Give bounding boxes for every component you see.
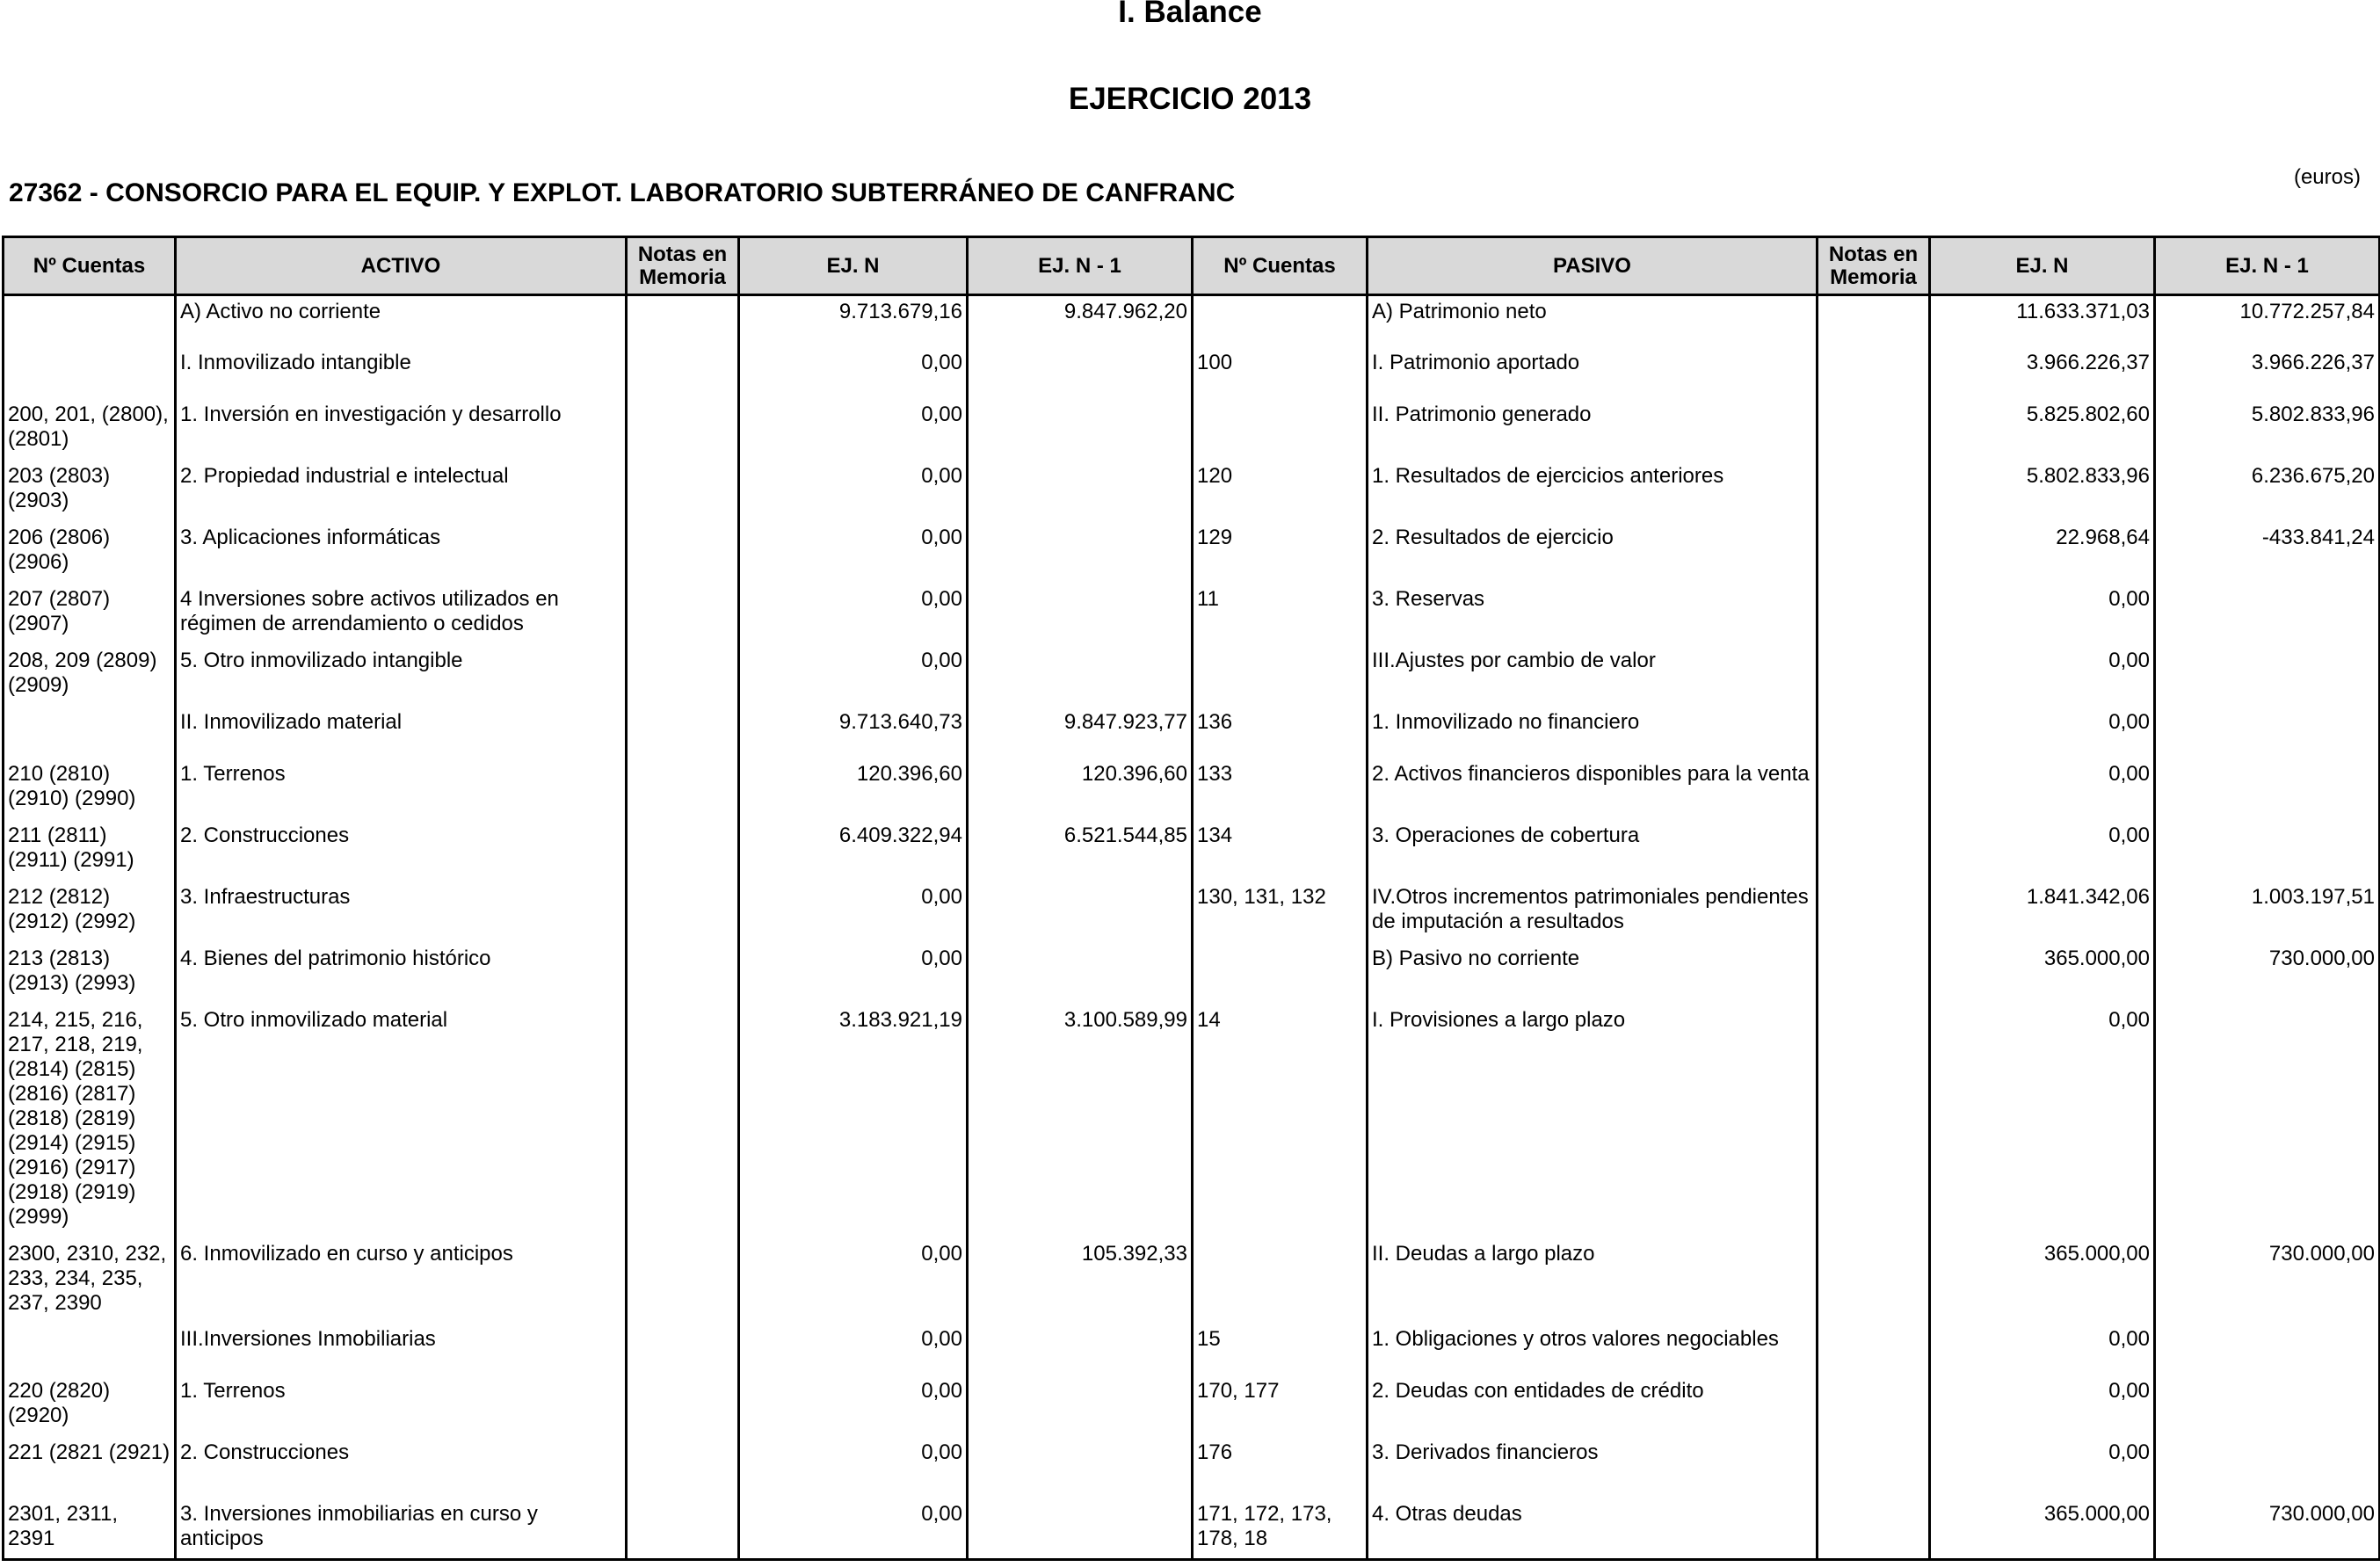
asset-notes-cell xyxy=(627,881,739,943)
asset-notes-cell xyxy=(627,1005,739,1238)
liability-item-label: IV.Otros incrementos patrimoniales pendientes de imputación a resultados xyxy=(1368,881,1818,943)
liability-previous-value: 730.000,00 xyxy=(2155,1238,2380,1324)
asset-current-value: 0,00 xyxy=(739,1437,968,1498)
asset-account-codes: 211 (2811) (2911) (2991) xyxy=(4,820,176,881)
table-row xyxy=(4,461,2380,522)
asset-item-label: 2. Construcciones xyxy=(176,820,627,881)
liability-current-value: 0,00 xyxy=(1930,645,2155,707)
asset-previous-value xyxy=(968,645,1193,707)
liability-previous-value: 730.000,00 xyxy=(2155,1498,2380,1560)
asset-current-value: 120.396,60 xyxy=(739,758,968,820)
asset-current-value: 0,00 xyxy=(739,461,968,522)
table-row xyxy=(4,295,2380,347)
asset-item-label: 3. Inversiones inmobiliarias en curso y anticipos xyxy=(176,1498,627,1560)
asset-current-value: 0,00 xyxy=(739,584,968,645)
liability-account-codes xyxy=(1193,943,1368,1005)
liability-item-label: III.Ajustes por cambio de valor xyxy=(1368,645,1818,707)
asset-notes-cell xyxy=(627,522,739,584)
balance-sheet-table xyxy=(2,236,2380,1561)
asset-account-codes: 2300, 2310, 232, 233, 234, 235, 237, 2390 xyxy=(4,1238,176,1324)
liability-item-label: 1. Obligaciones y otros valores negociables xyxy=(1368,1324,1818,1375)
liability-item-label: B) Pasivo no corriente xyxy=(1368,943,1818,1005)
liability-current-value: 5.825.802,60 xyxy=(1930,399,2155,461)
table-header-row xyxy=(4,237,2380,295)
liability-previous-value: 730.000,00 xyxy=(2155,943,2380,1005)
liability-current-value: 0,00 xyxy=(1930,1324,2155,1375)
header-asset-notes: Notas en Memoria xyxy=(627,237,739,295)
liability-current-value: 11.633.371,03 xyxy=(1930,295,2155,347)
liability-account-codes: 170, 177 xyxy=(1193,1375,1368,1437)
liability-notes-cell xyxy=(1818,1437,1930,1498)
liability-previous-value xyxy=(2155,1437,2380,1498)
liability-account-codes: 14 xyxy=(1193,1005,1368,1238)
asset-current-value: 3.183.921,19 xyxy=(739,1005,968,1238)
table-row xyxy=(4,1005,2380,1238)
asset-account-codes xyxy=(4,707,176,758)
liability-notes-cell xyxy=(1818,1498,1930,1560)
liability-previous-value: 3.966.226,37 xyxy=(2155,347,2380,399)
asset-item-label: I. Inmovilizado intangible xyxy=(176,347,627,399)
asset-item-label: II. Inmovilizado material xyxy=(176,707,627,758)
liability-account-codes xyxy=(1193,1238,1368,1324)
asset-account-codes: 221 (2821 (2921) xyxy=(4,1437,176,1498)
liability-item-label: 1. Inmovilizado no financiero xyxy=(1368,707,1818,758)
table-row xyxy=(4,347,2380,399)
asset-account-codes xyxy=(4,347,176,399)
asset-previous-value xyxy=(968,1375,1193,1437)
asset-previous-value: 9.847.923,77 xyxy=(968,707,1193,758)
liability-previous-value xyxy=(2155,820,2380,881)
asset-previous-value xyxy=(968,584,1193,645)
liability-notes-cell xyxy=(1818,1005,1930,1238)
asset-item-label: III.Inversiones Inmobiliarias xyxy=(176,1324,627,1375)
table-row xyxy=(4,820,2380,881)
header-asset-accounts: Nº Cuentas xyxy=(4,237,176,295)
entity-name: 27362 - CONSORCIO PARA EL EQUIP. Y EXPLOT. LABORATORIO SUBTERRÁNEO DE CANFRANC xyxy=(9,178,1236,207)
asset-previous-value xyxy=(968,1324,1193,1375)
asset-previous-value: 120.396,60 xyxy=(968,758,1193,820)
asset-previous-value: 3.100.589,99 xyxy=(968,1005,1193,1238)
asset-previous-value: 105.392,33 xyxy=(968,1238,1193,1324)
liability-account-codes: 100 xyxy=(1193,347,1368,399)
liability-notes-cell xyxy=(1818,295,1930,347)
asset-notes-cell xyxy=(627,1375,739,1437)
liability-notes-cell xyxy=(1818,1324,1930,1375)
asset-notes-cell xyxy=(627,1238,739,1324)
liability-notes-cell xyxy=(1818,758,1930,820)
table-row xyxy=(4,707,2380,758)
asset-previous-value: 9.847.962,20 xyxy=(968,295,1193,347)
asset-current-value: 9.713.679,16 xyxy=(739,295,968,347)
liability-notes-cell xyxy=(1818,1375,1930,1437)
asset-notes-cell xyxy=(627,1324,739,1375)
liability-account-codes: 120 xyxy=(1193,461,1368,522)
table-row xyxy=(4,1437,2380,1498)
liability-current-value: 0,00 xyxy=(1930,1005,2155,1238)
liability-item-label: 3. Derivados financieros xyxy=(1368,1437,1818,1498)
asset-notes-cell xyxy=(627,758,739,820)
header-asset-current-year: EJ. N xyxy=(739,237,968,295)
liability-item-label: I. Patrimonio aportado xyxy=(1368,347,1818,399)
header-liability-accounts: Nº Cuentas xyxy=(1193,237,1368,295)
asset-notes-cell xyxy=(627,943,739,1005)
asset-item-label: A) Activo no corriente xyxy=(176,295,627,347)
liability-current-value: 0,00 xyxy=(1930,1437,2155,1498)
asset-item-label: 1. Inversión en investigación y desarrollo xyxy=(176,399,627,461)
asset-notes-cell xyxy=(627,1498,739,1560)
asset-previous-value xyxy=(968,881,1193,943)
asset-previous-value: 6.521.544,85 xyxy=(968,820,1193,881)
liability-previous-value xyxy=(2155,1324,2380,1375)
liability-account-codes: 11 xyxy=(1193,584,1368,645)
asset-notes-cell xyxy=(627,295,739,347)
table-row xyxy=(4,881,2380,943)
liability-notes-cell xyxy=(1818,1238,1930,1324)
asset-account-codes: 212 (2812) (2912) (2992) xyxy=(4,881,176,943)
liability-item-label: 3. Operaciones de cobertura xyxy=(1368,820,1818,881)
table-row xyxy=(4,1324,2380,1375)
liability-current-value: 0,00 xyxy=(1930,758,2155,820)
asset-current-value: 0,00 xyxy=(739,399,968,461)
table-row xyxy=(4,522,2380,584)
liability-notes-cell xyxy=(1818,584,1930,645)
liability-notes-cell xyxy=(1818,820,1930,881)
liability-account-codes: 129 xyxy=(1193,522,1368,584)
table-row xyxy=(4,399,2380,461)
asset-notes-cell xyxy=(627,347,739,399)
asset-item-label: 3. Infraestructuras xyxy=(176,881,627,943)
liability-item-label: 4. Otras deudas xyxy=(1368,1498,1818,1560)
document-title: I. Balance xyxy=(1118,0,1262,29)
liability-account-codes: 176 xyxy=(1193,1437,1368,1498)
table-row xyxy=(4,645,2380,707)
liability-item-label: 1. Resultados de ejercicios anteriores xyxy=(1368,461,1818,522)
header-liabilities: PASIVO xyxy=(1368,237,1818,295)
asset-previous-value xyxy=(968,399,1193,461)
liability-previous-value: 1.003.197,51 xyxy=(2155,881,2380,943)
currency-units: (euros) xyxy=(2293,165,2361,189)
liability-previous-value xyxy=(2155,1005,2380,1238)
table-row xyxy=(4,584,2380,645)
asset-current-value: 0,00 xyxy=(739,645,968,707)
liability-previous-value: 10.772.257,84 xyxy=(2155,295,2380,347)
liability-notes-cell xyxy=(1818,522,1930,584)
table-row xyxy=(4,758,2380,820)
asset-notes-cell xyxy=(627,1437,739,1498)
liability-current-value: 365.000,00 xyxy=(1930,1238,2155,1324)
liability-notes-cell xyxy=(1818,399,1930,461)
asset-item-label: 5. Otro inmovilizado intangible xyxy=(176,645,627,707)
asset-previous-value xyxy=(968,1498,1193,1560)
asset-item-label: 4. Bienes del patrimonio histórico xyxy=(176,943,627,1005)
asset-notes-cell xyxy=(627,820,739,881)
liability-item-label: A) Patrimonio neto xyxy=(1368,295,1818,347)
header-assets: ACTIVO xyxy=(176,237,627,295)
liability-account-codes xyxy=(1193,399,1368,461)
liability-previous-value: 5.802.833,96 xyxy=(2155,399,2380,461)
asset-item-label: 5. Otro inmovilizado material xyxy=(176,1005,627,1238)
asset-account-codes: 207 (2807) (2907) xyxy=(4,584,176,645)
asset-account-codes: 206 (2806) (2906) xyxy=(4,522,176,584)
liability-account-codes: 136 xyxy=(1193,707,1368,758)
liability-notes-cell xyxy=(1818,645,1930,707)
liability-notes-cell xyxy=(1818,943,1930,1005)
asset-current-value: 6.409.322,94 xyxy=(739,820,968,881)
liability-notes-cell xyxy=(1818,881,1930,943)
asset-previous-value xyxy=(968,943,1193,1005)
liability-previous-value xyxy=(2155,584,2380,645)
asset-notes-cell xyxy=(627,461,739,522)
asset-current-value: 0,00 xyxy=(739,881,968,943)
header-liability-notes: Notas en Memoria xyxy=(1818,237,1930,295)
asset-account-codes: 208, 209 (2809) (2909) xyxy=(4,645,176,707)
asset-item-label: 6. Inmovilizado en curso y anticipos xyxy=(176,1238,627,1324)
asset-current-value: 0,00 xyxy=(739,1238,968,1324)
asset-current-value: 9.713.640,73 xyxy=(739,707,968,758)
liability-current-value: 365.000,00 xyxy=(1930,1498,2155,1560)
liability-account-codes: 133 xyxy=(1193,758,1368,820)
asset-account-codes: 203 (2803) (2903) xyxy=(4,461,176,522)
asset-account-codes: 220 (2820) (2920) xyxy=(4,1375,176,1437)
liability-current-value: 0,00 xyxy=(1930,584,2155,645)
liability-item-label: 2. Deudas con entidades de crédito xyxy=(1368,1375,1818,1437)
asset-account-codes: 214, 215, 216, 217, 218, 219, (2814) (2815) (2816) (2817) (2818) (2819) (2914) (2915) (2916) (2917) (2918) (2919) (2999) xyxy=(4,1005,176,1238)
liability-notes-cell xyxy=(1818,707,1930,758)
asset-item-label: 2. Construcciones xyxy=(176,1437,627,1498)
liability-current-value: 0,00 xyxy=(1930,1375,2155,1437)
liability-account-codes: 171, 172, 173, 178, 18 xyxy=(1193,1498,1368,1560)
liability-current-value: 365.000,00 xyxy=(1930,943,2155,1005)
liability-current-value: 3.966.226,37 xyxy=(1930,347,2155,399)
asset-notes-cell xyxy=(627,584,739,645)
asset-item-label: 1. Terrenos xyxy=(176,758,627,820)
liability-item-label: 2. Activos financieros disponibles para la venta xyxy=(1368,758,1818,820)
liability-account-codes: 15 xyxy=(1193,1324,1368,1375)
liability-item-label: 2. Resultados de ejercicio xyxy=(1368,522,1818,584)
table-row xyxy=(4,943,2380,1005)
header-asset-previous-year: EJ. N - 1 xyxy=(968,237,1193,295)
liability-previous-value xyxy=(2155,758,2380,820)
asset-current-value: 0,00 xyxy=(739,1375,968,1437)
asset-account-codes: 210 (2810) (2910) (2990) xyxy=(4,758,176,820)
header-liability-previous-year: EJ. N - 1 xyxy=(2155,237,2380,295)
liability-notes-cell xyxy=(1818,347,1930,399)
asset-previous-value xyxy=(968,1437,1193,1498)
asset-current-value: 0,00 xyxy=(739,1324,968,1375)
table-row xyxy=(4,1238,2380,1324)
header-liability-current-year: EJ. N xyxy=(1930,237,2155,295)
liability-current-value: 1.841.342,06 xyxy=(1930,881,2155,943)
liability-previous-value: 6.236.675,20 xyxy=(2155,461,2380,522)
asset-current-value: 0,00 xyxy=(739,1498,968,1560)
liability-account-codes: 130, 131, 132 xyxy=(1193,881,1368,943)
liability-item-label: 3. Reservas xyxy=(1368,584,1818,645)
liability-item-label: II. Deudas a largo plazo xyxy=(1368,1238,1818,1324)
asset-account-codes xyxy=(4,295,176,347)
liability-item-label: II. Patrimonio generado xyxy=(1368,399,1818,461)
balance-table-body xyxy=(4,295,2380,1560)
asset-item-label: 3. Aplicaciones informáticas xyxy=(176,522,627,584)
liability-current-value: 0,00 xyxy=(1930,707,2155,758)
liability-previous-value: -433.841,24 xyxy=(2155,522,2380,584)
liability-previous-value xyxy=(2155,707,2380,758)
asset-account-codes xyxy=(4,1324,176,1375)
liability-current-value: 22.968,64 xyxy=(1930,522,2155,584)
liability-current-value: 0,00 xyxy=(1930,820,2155,881)
asset-item-label: 2. Propiedad industrial e intelectual xyxy=(176,461,627,522)
asset-current-value: 0,00 xyxy=(739,943,968,1005)
asset-notes-cell xyxy=(627,399,739,461)
asset-account-codes: 213 (2813) (2913) (2993) xyxy=(4,943,176,1005)
liability-item-label: I. Provisiones a largo plazo xyxy=(1368,1005,1818,1238)
asset-current-value: 0,00 xyxy=(739,522,968,584)
liability-previous-value xyxy=(2155,1375,2380,1437)
liability-account-codes: 134 xyxy=(1193,820,1368,881)
asset-current-value: 0,00 xyxy=(739,347,968,399)
fiscal-year-heading: EJERCICIO 2013 xyxy=(1068,82,1312,116)
table-row xyxy=(4,1498,2380,1560)
liability-current-value: 5.802.833,96 xyxy=(1930,461,2155,522)
asset-account-codes: 2301, 2311, 2391 xyxy=(4,1498,176,1560)
asset-previous-value xyxy=(968,522,1193,584)
liability-account-codes xyxy=(1193,295,1368,347)
liability-notes-cell xyxy=(1818,461,1930,522)
asset-notes-cell xyxy=(627,707,739,758)
liability-previous-value xyxy=(2155,645,2380,707)
asset-notes-cell xyxy=(627,645,739,707)
asset-item-label: 4 Inversiones sobre activos utilizados en régimen de arrendamiento o cedidos xyxy=(176,584,627,645)
liability-account-codes xyxy=(1193,645,1368,707)
table-row xyxy=(4,1375,2380,1437)
asset-item-label: 1. Terrenos xyxy=(176,1375,627,1437)
asset-previous-value xyxy=(968,461,1193,522)
asset-account-codes: 200, 201, (2800), (2801) xyxy=(4,399,176,461)
asset-previous-value xyxy=(968,347,1193,399)
